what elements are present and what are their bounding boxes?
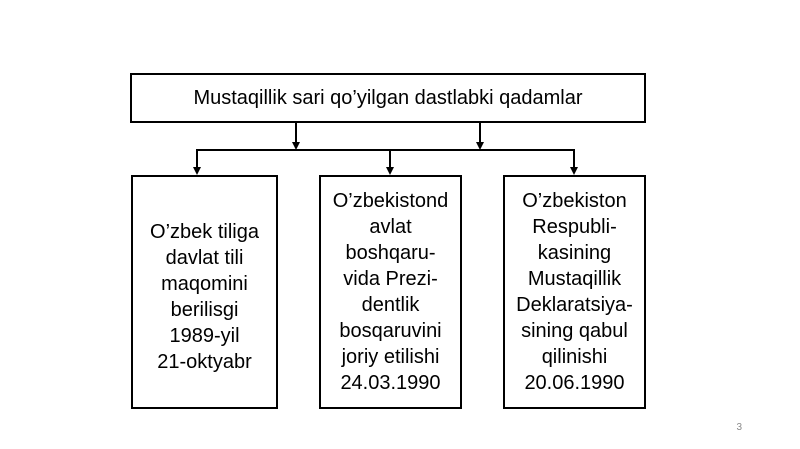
page-number: 3 (736, 422, 742, 433)
step-box-text: O’zbekistond avlat boshqaru- vida Prezi- dentlik bosqaruvini joriy etilishi 24.03.1990 (332, 190, 449, 394)
diagram-title-box (130, 73, 646, 123)
step-box-text: O’zbekiston Respubli- kasining Mustaqillik Deklaratsiya- sining qabul qilinishi 20.06.1990 (516, 190, 633, 394)
step-box-presidency (319, 175, 462, 409)
step-box-declaration (503, 175, 646, 409)
step-box-language (131, 175, 278, 409)
step-box-text: O’zbek tiliga davlat tili maqomini berilisgi 1989-yil 21-oktyabr (150, 221, 259, 373)
diagram-title: Mustaqillik sari qo’yilgan dastlabki qadamlar (193, 87, 583, 109)
